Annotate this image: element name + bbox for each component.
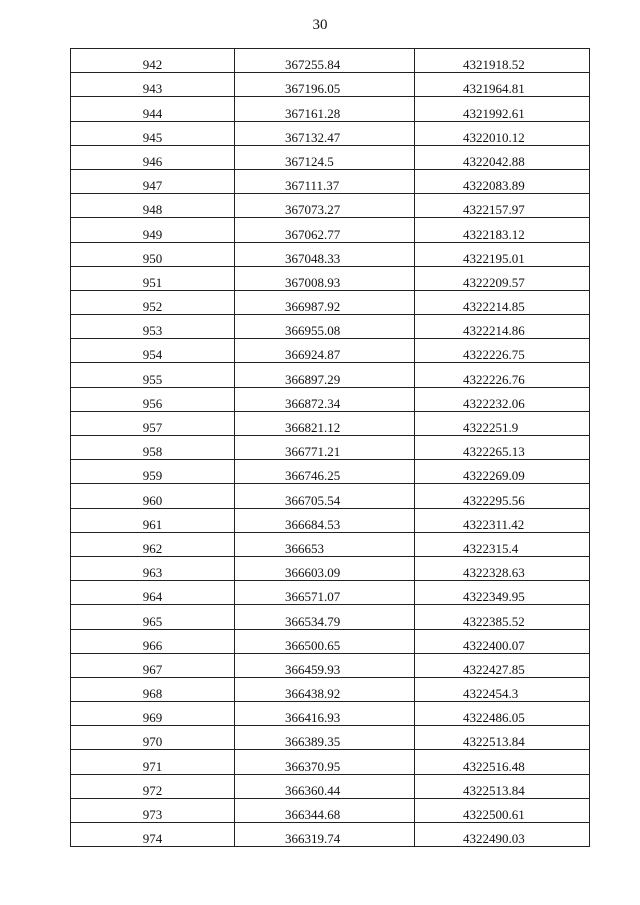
table-row [71, 290, 590, 314]
table-row [71, 97, 590, 121]
table-row [71, 508, 590, 532]
point-number-cell: 942 [71, 49, 235, 73]
point-number-cell: 944 [71, 97, 235, 121]
table-row [71, 387, 590, 411]
point-number-cell: 960 [71, 484, 235, 508]
table-row [71, 169, 590, 193]
point-number-cell: 948 [71, 194, 235, 218]
point-number-cell: 961 [71, 508, 235, 532]
x-coordinate-cell: 367073.27 [235, 194, 415, 218]
y-coordinate-cell: 4322500.61 [415, 798, 590, 822]
table-row [71, 339, 590, 363]
x-coordinate-cell: 366955.08 [235, 315, 415, 339]
point-number-cell: 945 [71, 121, 235, 145]
table-row [71, 145, 590, 169]
y-coordinate-cell: 4322042.88 [415, 145, 590, 169]
point-number-cell: 947 [71, 169, 235, 193]
x-coordinate-cell: 367124.5 [235, 145, 415, 169]
table-row [71, 702, 590, 726]
x-coordinate-cell: 367196.05 [235, 73, 415, 97]
y-coordinate-cell: 4322265.13 [415, 436, 590, 460]
table-row [71, 750, 590, 774]
y-coordinate-cell: 4322195.01 [415, 242, 590, 266]
y-coordinate-cell: 4322269.09 [415, 460, 590, 484]
point-number-cell: 972 [71, 774, 235, 798]
table-row [71, 73, 590, 97]
y-coordinate-cell: 4322490.03 [415, 823, 590, 847]
table-row [71, 605, 590, 629]
x-coordinate-cell: 366534.79 [235, 605, 415, 629]
table-row [71, 581, 590, 605]
y-coordinate-cell: 4322315.4 [415, 532, 590, 556]
y-coordinate-cell: 4322214.85 [415, 290, 590, 314]
point-number-cell: 957 [71, 411, 235, 435]
point-number-cell: 969 [71, 702, 235, 726]
y-coordinate-cell: 4322295.56 [415, 484, 590, 508]
point-number-cell: 954 [71, 339, 235, 363]
point-number-cell: 951 [71, 266, 235, 290]
x-coordinate-cell: 366571.07 [235, 581, 415, 605]
table-row [71, 218, 590, 242]
x-coordinate-cell: 367161.28 [235, 97, 415, 121]
point-number-cell: 959 [71, 460, 235, 484]
x-coordinate-cell: 366987.92 [235, 290, 415, 314]
table-row [71, 49, 590, 73]
y-coordinate-cell: 4322010.12 [415, 121, 590, 145]
x-coordinate-cell: 366370.95 [235, 750, 415, 774]
table-row [71, 266, 590, 290]
y-coordinate-cell: 4322349.95 [415, 581, 590, 605]
x-coordinate-cell: 367008.93 [235, 266, 415, 290]
y-coordinate-cell: 4322513.84 [415, 774, 590, 798]
table-row [71, 677, 590, 701]
table-row [71, 194, 590, 218]
point-number-cell: 949 [71, 218, 235, 242]
point-number-cell: 974 [71, 823, 235, 847]
y-coordinate-cell: 4322427.85 [415, 653, 590, 677]
y-coordinate-cell: 4321964.81 [415, 73, 590, 97]
point-number-cell: 966 [71, 629, 235, 653]
x-coordinate-cell: 366603.09 [235, 556, 415, 580]
y-coordinate-cell: 4322516.48 [415, 750, 590, 774]
y-coordinate-cell: 4322183.12 [415, 218, 590, 242]
table-row [71, 774, 590, 798]
y-coordinate-cell: 4322251.9 [415, 411, 590, 435]
table-row [71, 798, 590, 822]
table-row [71, 363, 590, 387]
y-coordinate-cell: 4321918.52 [415, 49, 590, 73]
point-number-cell: 958 [71, 436, 235, 460]
table-row [71, 436, 590, 460]
coordinates-table [70, 48, 590, 847]
x-coordinate-cell: 366684.53 [235, 508, 415, 532]
point-number-cell: 952 [71, 290, 235, 314]
x-coordinate-cell: 366360.44 [235, 774, 415, 798]
point-number-cell: 963 [71, 556, 235, 580]
x-coordinate-cell: 366897.29 [235, 363, 415, 387]
x-coordinate-cell: 367132.47 [235, 121, 415, 145]
y-coordinate-cell: 4322311.42 [415, 508, 590, 532]
table-row [71, 726, 590, 750]
y-coordinate-cell: 4321992.61 [415, 97, 590, 121]
point-number-cell: 968 [71, 677, 235, 701]
x-coordinate-cell: 366459.93 [235, 653, 415, 677]
y-coordinate-cell: 4322214.86 [415, 315, 590, 339]
point-number-cell: 962 [71, 532, 235, 556]
table-row [71, 460, 590, 484]
point-number-cell: 964 [71, 581, 235, 605]
y-coordinate-cell: 4322226.76 [415, 363, 590, 387]
point-number-cell: 970 [71, 726, 235, 750]
point-number-cell: 956 [71, 387, 235, 411]
x-coordinate-cell: 366344.68 [235, 798, 415, 822]
x-coordinate-cell: 366389.35 [235, 726, 415, 750]
point-number-cell: 953 [71, 315, 235, 339]
y-coordinate-cell: 4322400.07 [415, 629, 590, 653]
x-coordinate-cell: 366771.21 [235, 436, 415, 460]
y-coordinate-cell: 4322226.75 [415, 339, 590, 363]
x-coordinate-cell: 366438.92 [235, 677, 415, 701]
table-row [71, 556, 590, 580]
table-row [71, 242, 590, 266]
y-coordinate-cell: 4322385.52 [415, 605, 590, 629]
point-number-cell: 943 [71, 73, 235, 97]
y-coordinate-cell: 4322157.97 [415, 194, 590, 218]
x-coordinate-cell: 366416.93 [235, 702, 415, 726]
table-row [71, 121, 590, 145]
table-row [71, 653, 590, 677]
coordinates-table-body [71, 49, 590, 847]
x-coordinate-cell: 366653 [235, 532, 415, 556]
y-coordinate-cell: 4322209.57 [415, 266, 590, 290]
y-coordinate-cell: 4322232.06 [415, 387, 590, 411]
x-coordinate-cell: 366821.12 [235, 411, 415, 435]
page-number: 30 [312, 17, 328, 33]
table-row [71, 484, 590, 508]
table-row [71, 532, 590, 556]
x-coordinate-cell: 366500.65 [235, 629, 415, 653]
point-number-cell: 971 [71, 750, 235, 774]
x-coordinate-cell: 366705.54 [235, 484, 415, 508]
table-row [71, 411, 590, 435]
x-coordinate-cell: 367048.33 [235, 242, 415, 266]
y-coordinate-cell: 4322454.3 [415, 677, 590, 701]
x-coordinate-cell: 367062.77 [235, 218, 415, 242]
table-row [71, 315, 590, 339]
x-coordinate-cell: 366924.87 [235, 339, 415, 363]
y-coordinate-cell: 4322328.63 [415, 556, 590, 580]
point-number-cell: 973 [71, 798, 235, 822]
x-coordinate-cell: 366746.25 [235, 460, 415, 484]
point-number-cell: 965 [71, 605, 235, 629]
y-coordinate-cell: 4322486.05 [415, 702, 590, 726]
x-coordinate-cell: 367111.37 [235, 169, 415, 193]
point-number-cell: 955 [71, 363, 235, 387]
x-coordinate-cell: 367255.84 [235, 49, 415, 73]
point-number-cell: 950 [71, 242, 235, 266]
table-row [71, 823, 590, 847]
point-number-cell: 967 [71, 653, 235, 677]
y-coordinate-cell: 4322513.84 [415, 726, 590, 750]
point-number-cell: 946 [71, 145, 235, 169]
x-coordinate-cell: 366319.74 [235, 823, 415, 847]
y-coordinate-cell: 4322083.89 [415, 169, 590, 193]
x-coordinate-cell: 366872.34 [235, 387, 415, 411]
table-row [71, 629, 590, 653]
